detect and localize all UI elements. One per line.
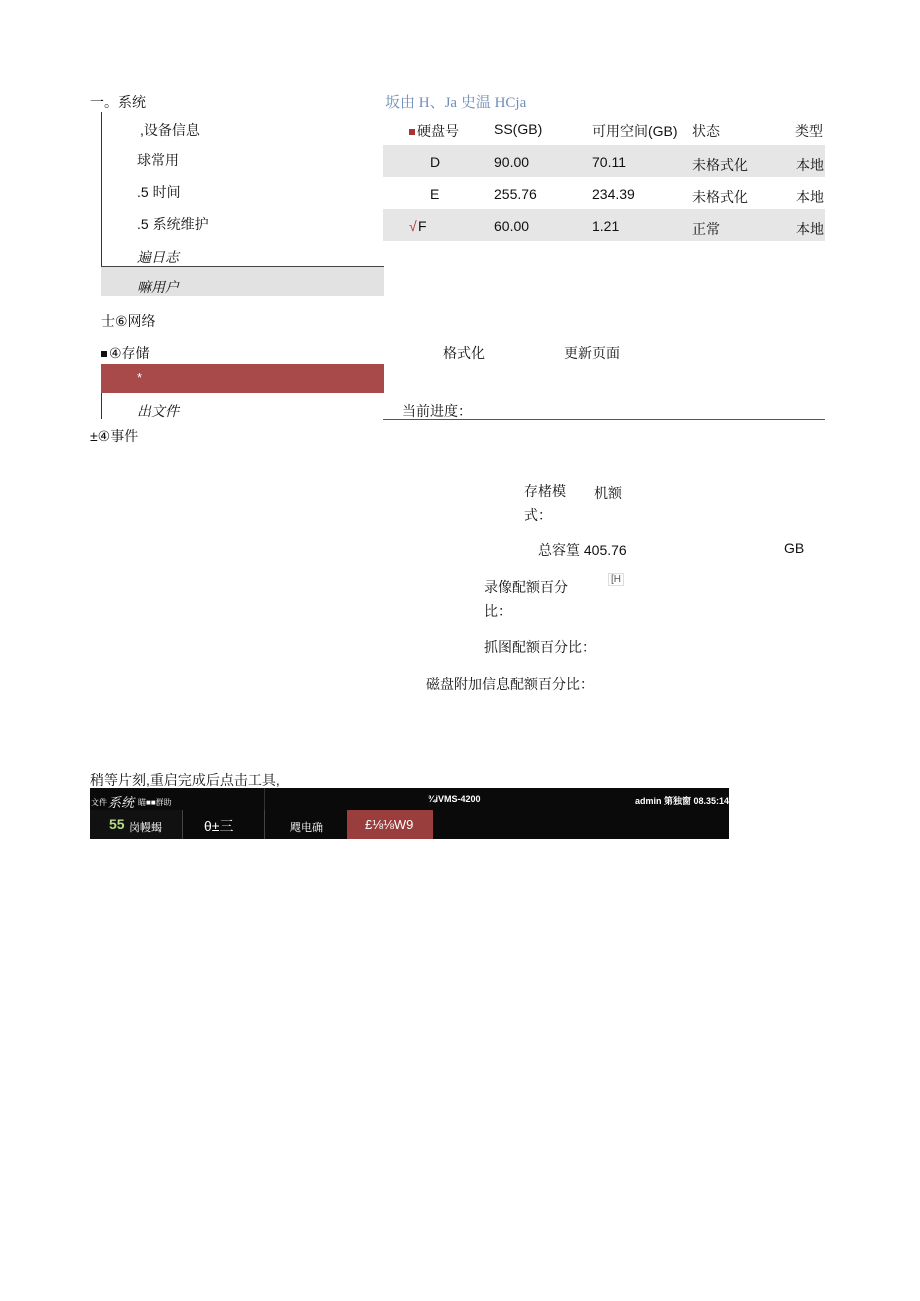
col-header-disk-id[interactable] xyxy=(409,121,459,141)
menu-system[interactable]: 系统 xyxy=(108,795,135,810)
taskbar-separator xyxy=(264,788,265,810)
row-check[interactable]: √ xyxy=(409,218,417,234)
menu-tools[interactable]: 瞄■■群助 xyxy=(138,798,172,807)
taskbar-tab-4-active[interactable] xyxy=(347,810,433,839)
panel-title: 坂由 H、Ja 史温 HCja xyxy=(385,95,527,111)
total-capacity-label: 总容篁 405.76 xyxy=(538,542,627,558)
taskbar-tab-1[interactable] xyxy=(90,810,182,839)
tree-item-device-info[interactable]: ,设备信息 xyxy=(140,122,200,138)
tree-item-storage[interactable] xyxy=(101,343,150,363)
expand-square-icon xyxy=(101,351,107,357)
col-header-free[interactable]: 可用空间(GB) xyxy=(592,123,678,139)
tree-item-file[interactable]: 出文件 xyxy=(137,403,179,419)
cell-type: 本地 xyxy=(796,189,824,205)
taskbar-tab-1-label: 岗幔蝎 xyxy=(129,822,162,834)
storage-mode-label-1: 存楮模 xyxy=(524,483,566,499)
cell-size: 60.00 xyxy=(494,218,530,234)
footer-note: 稍等片刻,重启完成后点击工具, xyxy=(90,772,280,788)
tree-item-system[interactable]: 一。系统 xyxy=(90,94,146,110)
taskbar-tab-3[interactable] xyxy=(265,810,347,839)
storage-mode-select[interactable]: 机额 xyxy=(594,485,622,501)
taskbar-tab-2-label: θ±三 xyxy=(204,818,234,834)
cell-disk-id: F xyxy=(418,218,427,234)
tree-item-storage-label: ④存储 xyxy=(109,345,150,361)
cell-free: 1.21 xyxy=(592,218,620,234)
storage-mode-label-2: 式： xyxy=(524,507,552,523)
tree-item-maintenance[interactable]: .5 系统维护 xyxy=(137,216,209,232)
taskbar-tab-1-number: 55 xyxy=(109,816,125,832)
tree-item-storage-child-selected[interactable] xyxy=(101,364,384,393)
cell-status: 未格式化 xyxy=(692,157,748,173)
taskbar xyxy=(90,788,729,839)
tree-item-time[interactable]: .5 时间 xyxy=(137,184,181,200)
menu-file[interactable]: 文件 xyxy=(91,798,107,807)
cell-size: 255.76 xyxy=(494,186,537,202)
cell-disk-id: D xyxy=(430,154,441,170)
record-quota-input[interactable]: [H xyxy=(608,573,624,586)
format-button[interactable]: 格式化 xyxy=(443,345,485,361)
record-quota-label-2: 比： xyxy=(484,603,512,619)
header-square-icon xyxy=(409,129,415,135)
taskbar-top-bar xyxy=(90,788,729,810)
status-user-time: admin 第独窗 08.35:14 xyxy=(635,796,730,806)
progress-label: 当前进度： xyxy=(402,403,472,419)
cell-free: 70.11 xyxy=(592,154,626,170)
cell-size: 90.00 xyxy=(494,154,530,170)
col-header-type[interactable]: 类型 xyxy=(795,123,823,139)
tree-item-event[interactable]: ±④事件 xyxy=(90,428,139,444)
col-header-status[interactable]: 状态 xyxy=(692,123,720,139)
tree-item-user[interactable]: 嘛用户 xyxy=(137,279,179,295)
app-title: ¾iVMS-4200 xyxy=(428,794,481,804)
col-header-disk-id-label: 硬盘号 xyxy=(417,123,459,139)
tree-line-2 xyxy=(101,393,102,419)
cell-disk-id: E xyxy=(430,186,440,202)
cell-type: 本地 xyxy=(796,221,824,237)
tree-item-log[interactable]: 遍日志 xyxy=(137,249,179,265)
disk-info-quota-label: 磁盘附加信息配额百分比： xyxy=(426,676,594,692)
tree-line xyxy=(101,112,102,267)
refresh-button[interactable]: 更新页面 xyxy=(564,345,620,361)
cell-type: 本地 xyxy=(796,157,824,173)
tree-item-network[interactable]: 士⑥网络 xyxy=(101,313,156,329)
cell-status: 未格式化 xyxy=(692,189,748,205)
tree-item-storage-child: * xyxy=(137,370,143,385)
progress-divider xyxy=(383,419,825,420)
taskbar-tab-2[interactable] xyxy=(183,810,264,839)
record-quota-label-1: 录像配额百分 xyxy=(484,579,568,595)
col-header-size[interactable]: SS(GB) xyxy=(494,121,543,137)
cell-free: 234.39 xyxy=(592,186,635,202)
cell-status: 正常 xyxy=(692,221,720,237)
tree-item-common[interactable]: 球常用 xyxy=(137,152,179,168)
snapshot-quota-label: 抓图配额百分比： xyxy=(484,639,596,655)
total-capacity-unit: GB xyxy=(784,540,805,556)
taskbar-tab-3-label: 飕电确 xyxy=(290,822,323,834)
taskbar-tab-4-label: £⅛⅛W9 xyxy=(365,817,414,832)
